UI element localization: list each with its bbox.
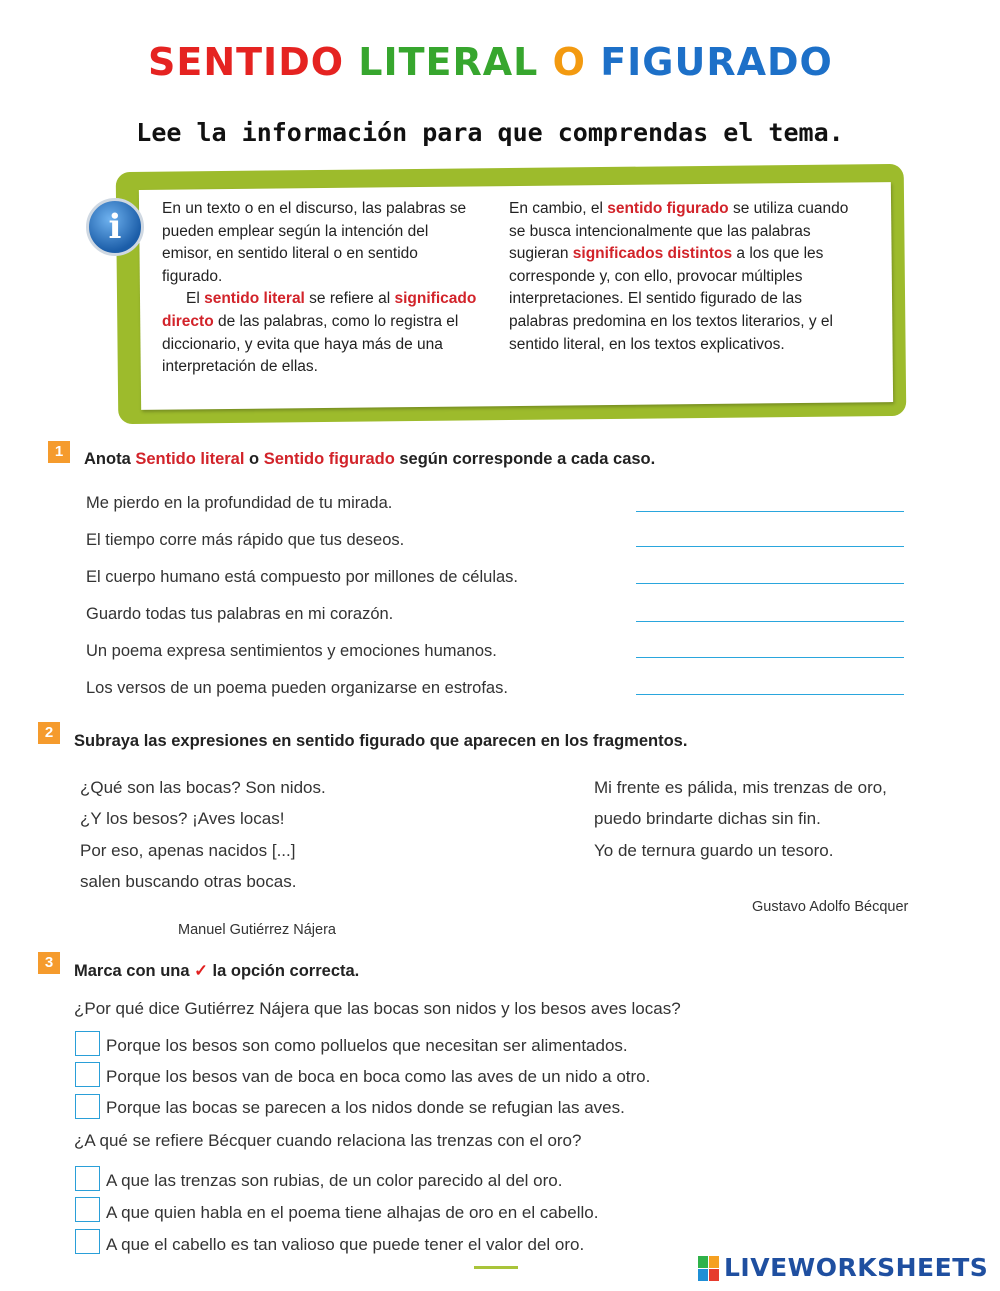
answer-input-3[interactable]: [636, 583, 904, 584]
poem-2-author: Gustavo Adolfo Bécquer: [752, 899, 909, 915]
info-column-left: En un texto o en el discurso, las palabras se pueden emplear según la intención del emisor, en sentido literal o en sentido figurado. El sentido literal se refiere al significado directo de las palabras, como lo registra el diccionario, y evita que haya más de una interpretación de ellas.: [162, 200, 477, 376]
exercise-1-number: 1: [48, 441, 70, 463]
q2-option-2-label: A que quien habla en el poema tiene alhajas de oro en el cabello.: [106, 1203, 599, 1222]
q1-option-3-checkbox[interactable]: [75, 1094, 100, 1119]
answer-input-5[interactable]: [636, 657, 904, 658]
term-significado-directo: significado directo: [162, 290, 477, 330]
title-word-literal: LITERAL: [358, 40, 539, 84]
term-significados-distintos: significados distintos: [572, 245, 733, 263]
exercise-2-number: 2: [38, 722, 60, 744]
footer-accent-line: [474, 1266, 518, 1269]
exercise-3-number: 3: [38, 952, 60, 974]
poem-1-line-3[interactable]: Por eso, apenas nacidos [...]: [80, 841, 296, 860]
exercise-2-heading: Subraya las expresiones en sentido figurado que aparecen en los fragmentos.: [74, 732, 688, 750]
poem-1-line-4[interactable]: salen buscando otras bocas.: [80, 872, 297, 891]
exercise-1-item-4: Guardo todas tus palabras en mi corazón.: [86, 605, 394, 623]
q1-option-2-checkbox[interactable]: [75, 1062, 100, 1087]
answer-input-2[interactable]: [636, 546, 904, 547]
info-icon: i: [86, 198, 144, 256]
exercise-1-heading: Anota Sentido literal o Sentido figurado según corresponde a cada caso.: [84, 450, 656, 468]
exercise-3-heading: Marca con una ✓ la opción correcta.: [74, 962, 360, 980]
q2-option-3-checkbox[interactable]: [75, 1229, 100, 1254]
q2-option-1-label: A que las trenzas son rubias, de un color parecido al del oro.: [106, 1171, 563, 1190]
q2-option-2-checkbox[interactable]: [75, 1197, 100, 1222]
q1-option-2-label: Porque los besos van de boca en boca como las aves de un nido a otro.: [106, 1067, 651, 1086]
liveworksheets-logo-icon: [698, 1256, 720, 1282]
q2-option-3-label: A que el cabello es tan valioso que puede tener el valor del oro.: [106, 1235, 585, 1254]
exercise-1-item-6: Los versos de un poema pueden organizarse en estrofas.: [86, 679, 508, 697]
checkmark-icon: ✓: [194, 962, 208, 980]
answer-input-6[interactable]: [636, 694, 904, 695]
q1-option-1-label: Porque los besos son como polluelos que necesitan ser alimentados.: [106, 1036, 628, 1055]
info-column-right: En cambio, el sentido figurado se utiliza cuando se busca intencionalmente que las palabras sugieran significados distintos a los que les corresponde y, con ello, provocar múltiples interpretaciones. El sentido figurado de las palabras predomina en los textos literarios, y el sentido literal, en los textos explicativos.: [509, 200, 849, 353]
exercise-1-item-2: El tiempo corre más rápido que tus deseos.: [86, 531, 405, 549]
exercise-1-item-1: Me pierdo en la profundidad de tu mirada.: [86, 494, 393, 512]
exercise-1-item-5: Un poema expresa sentimientos y emociones humanos.: [86, 642, 497, 660]
poem-1-line-2[interactable]: ¿Y los besos? ¡Aves locas!: [80, 809, 285, 828]
page-title: [148, 40, 868, 90]
answer-input-4[interactable]: [636, 621, 904, 622]
liveworksheets-logo-text[interactable]: LIVEWORKSHEETS: [724, 1253, 989, 1282]
poem-2-line-2[interactable]: puedo brindarte dichas sin fin.: [594, 809, 821, 828]
poem-2-line-3[interactable]: Yo de ternura guardo un tesoro.: [594, 841, 834, 860]
answer-input-1[interactable]: [636, 511, 904, 512]
poem-1-line-1[interactable]: ¿Qué son las bocas? Son nidos.: [80, 778, 326, 797]
q1-option-3-label: Porque las bocas se parecen a los nidos donde se refugian las aves.: [106, 1098, 625, 1117]
title-word-figurado: FIGURADO: [600, 40, 833, 84]
q2-option-1-checkbox[interactable]: [75, 1166, 100, 1191]
question-2: ¿A qué se refiere Bécquer cuando relaciona las trenzas con el oro?: [74, 1131, 582, 1150]
title-word-o: O: [552, 40, 586, 84]
term-sentido-figurado: sentido figurado: [607, 200, 729, 217]
info-paragraph-1: En un texto o en el discurso, las palabras se pueden emplear según la intención del emisor, en sentido literal o en sentido figurado.: [162, 200, 467, 285]
q1-option-1-checkbox[interactable]: [75, 1031, 100, 1056]
exercise-1-item-3: El cuerpo humano está compuesto por millones de células.: [86, 568, 518, 586]
title-word-sentido: SENTIDO: [148, 40, 345, 84]
term-sentido-literal: sentido literal: [204, 290, 305, 308]
poem-2-line-1[interactable]: Mi frente es pálida, mis trenzas de oro,: [594, 778, 887, 797]
poem-1-author: Manuel Gutiérrez Nájera: [178, 922, 336, 938]
question-1: ¿Por qué dice Gutiérrez Nájera que las bocas son nidos y los besos aves locas?: [74, 999, 681, 1018]
subtitle: Lee la información para que comprendas el tema.: [136, 118, 844, 147]
